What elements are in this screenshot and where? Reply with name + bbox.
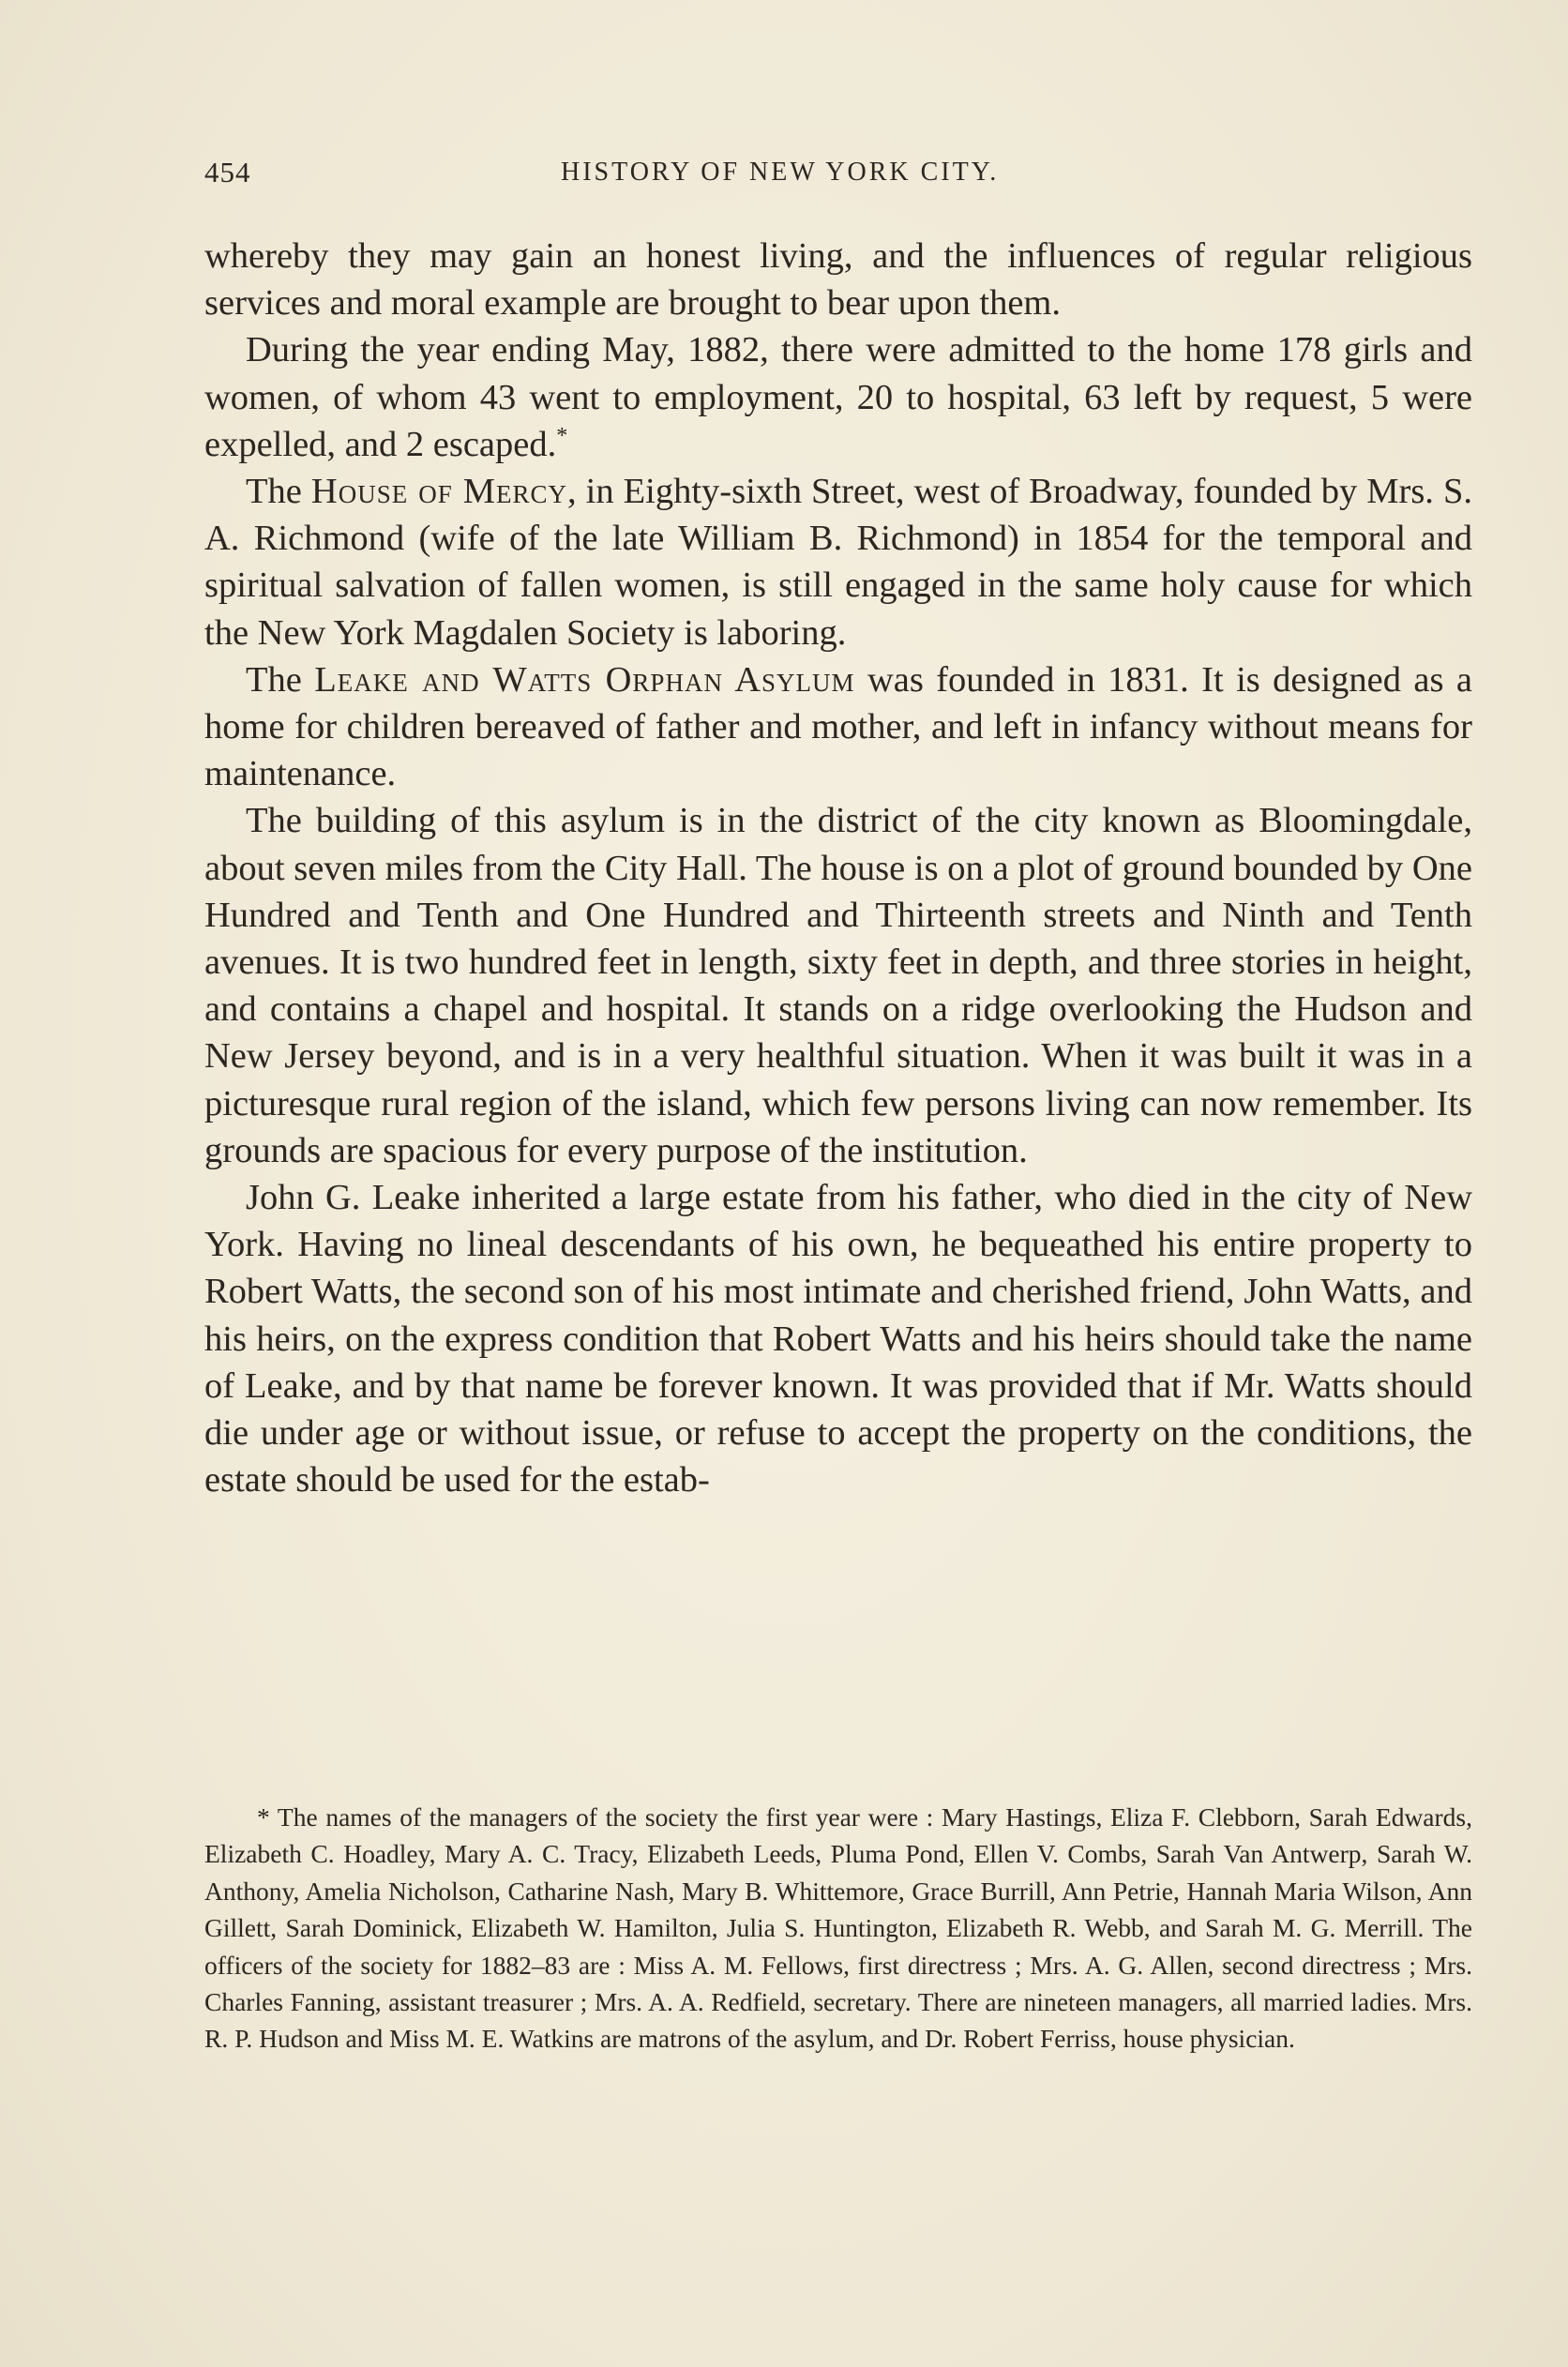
running-title: HISTORY OF NEW YORK CITY. <box>561 158 1000 187</box>
footnote <box>204 1799 1472 2058</box>
paragraph-text: whereby they may gain an honest living, and the influences of regular religious services and moral example are brought to bear upon them. <box>204 236 1472 324</box>
paragraph-lead: The <box>246 659 315 700</box>
paragraph-text: The building of this asylum is in the district of the city known as Bloomingdale, about seven miles from the City Hall. The house is on a plot of ground bounded by One Hundred and Tenth and One Hundred and Thirteenth streets and Ninth and Tenth avenues. It is two hundred feet in length, sixty feet in depth, and three stories in height, and contains a chapel and hospital. It stands on a ridge overlooking the Hudson and New Jersey beyond, and is in a very healthful situation. When it was built it was in a picturesque rural region of the island, which few persons living can now remember. Its grounds are spacious for every purpose of the institution. <box>204 801 1472 1170</box>
paragraph-john-leake <box>204 1174 1472 1503</box>
body-text <box>204 233 1472 1503</box>
footnote-text: * The names of the managers of the society the first year were : Mary Hastings, Eliza F. Clebborn, Sarah Edwards, Elizabeth C. Hoadley, Mary A. C. Tracy, Elizabeth Leeds, Pluma Pond, Ellen V. Combs, Sarah Van Antwerp, Sarah W. Anthony, Amelia Nicholson, Catharine Nash, Mary B. Whittemore, Grace Burrill, Ann Petrie, Hannah Maria Wilson, Ann Gillett, Sarah Dominick, Elizabeth W. Hamilton, Julia S. Huntington, Elizabeth R. Webb, and Sarah M. G. Merrill. The officers of the society for 1882–83 are : Miss A. M. Fellows, first directress ; Mrs. A. G. Allen, second directress ; Mrs. Charles Fanning, assistant treasurer ; Mrs. A. A. Redfield, secretary. There are nineteen managers, all married ladies. Mrs. R. P. Hudson and Miss M. E. Watkins are matrons of the asylum, and Dr. Robert Ferriss, house physician. <box>204 1802 1472 2054</box>
footnote-reference: * <box>556 423 568 448</box>
page-number: 454 <box>204 156 251 188</box>
paragraph-leake-and-watts <box>204 656 1472 798</box>
paragraph-continuation <box>204 233 1472 326</box>
paragraph-lead: The <box>246 472 311 512</box>
institution-name: Leake and Watts Orphan Asylum <box>314 659 855 700</box>
paragraph-text: was founded in 1831. It is designed as a home for children bereaved of father and mother, and left in infancy without means for maintenance. <box>204 659 1472 794</box>
institution-name: House of Mercy <box>310 472 568 512</box>
paragraph-house-of-mercy <box>204 468 1472 656</box>
running-head <box>204 156 1472 199</box>
paragraph-text: During the year ending May, 1882, there were admitted to the home 178 girls and women, of whom 43 went to employment, 20 to hospital, 63 left by request, 5 were expelled, and 2 escaped. <box>204 330 1472 464</box>
paragraph-admissions <box>204 326 1472 468</box>
paragraph-text: John G. Leake inherited a large estate from his father, who died in the city of New York. Having no lineal descendants of his own, he bequeathed his entire property to Robert Watts, the second son of his most intimate and cherished friend, John Watts, and his heirs, on the express condition that Robert Watts and his heirs should take the name of Leake, and by that name be forever known. It was provided that if Mr. Watts should die under age or without issue, or refuse to accept the property on the conditions, the estate should be used for the estab- <box>204 1178 1472 1500</box>
paragraph-asylum-building <box>204 797 1472 1174</box>
paragraph-text: , in Eighty-sixth Street, west of Broadway, founded by Mrs. S. A. Richmond (wife of the late William B. Richmond) in 1854 for the temporal and spiritual salvation of fallen women, is still engaged in the same holy cause for which the New York Magdalen Society is laboring. <box>204 472 1472 653</box>
